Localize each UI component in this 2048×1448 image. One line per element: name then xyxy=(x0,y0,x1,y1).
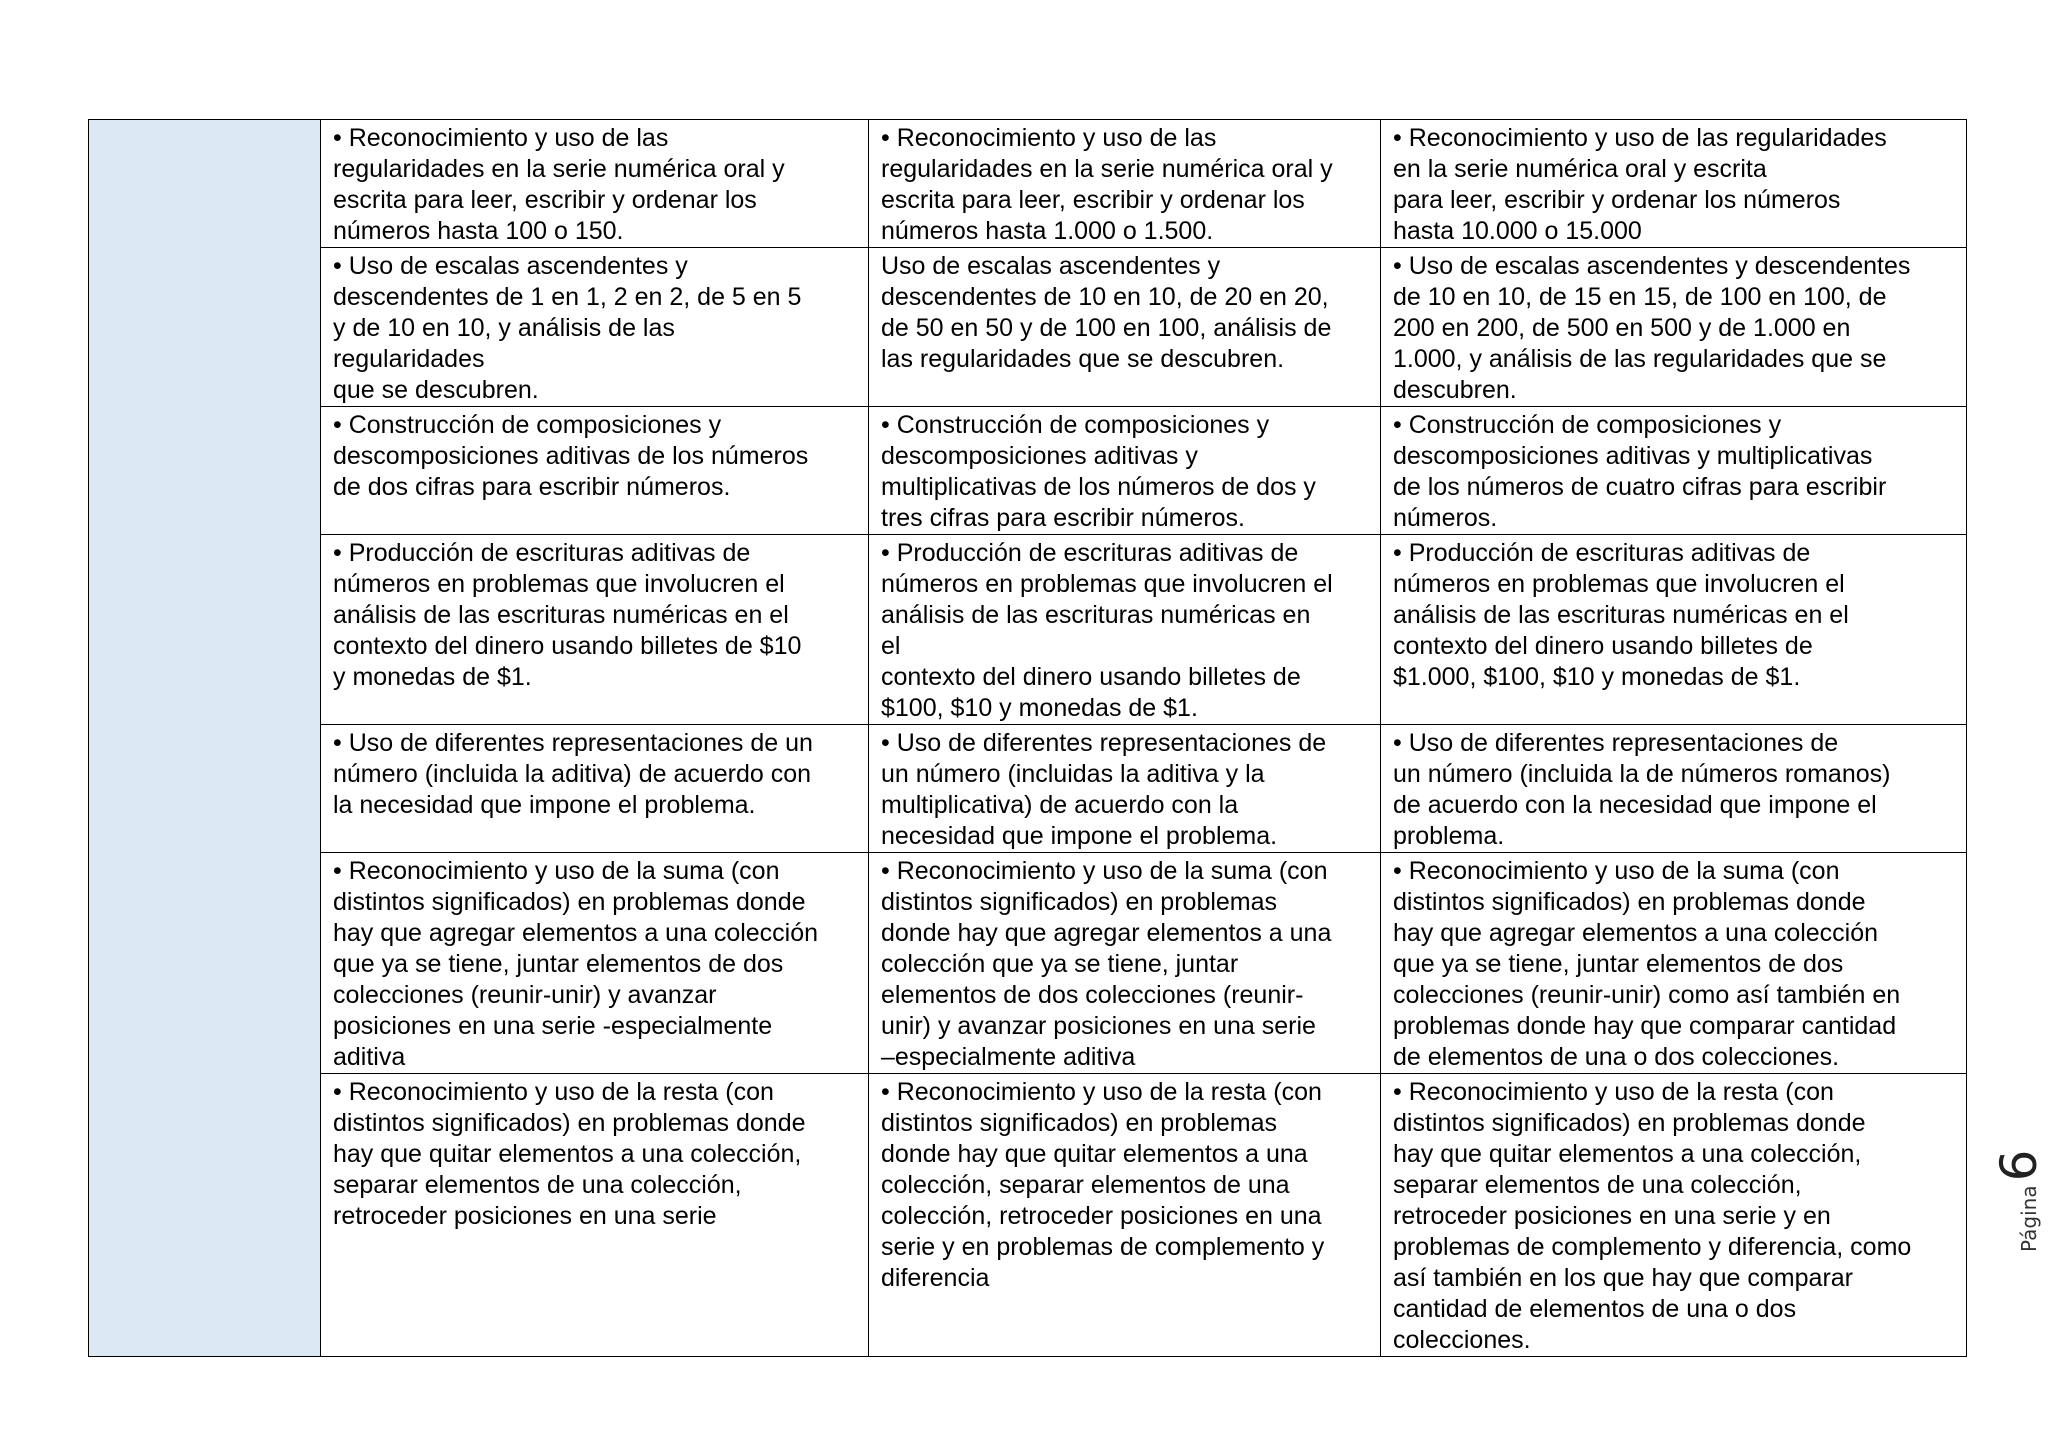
table-cell: • Uso de diferentes representaciones de un número (incluidas la aditiva y la multiplicativa) de acuerdo con la necesidad que impone el problema. xyxy=(869,725,1381,853)
side-header-cell xyxy=(89,120,321,1357)
table-cell: • Reconocimiento y uso de la suma (con distintos significados) en problemas donde hay que agregar elementos a una colección que ya se tiene, juntar elementos de dos colecciones (reunir-unir) y avanzar posiciones en una serie -especialmente aditiva xyxy=(321,853,869,1074)
table-cell: • Producción de escrituras aditivas de números en problemas que involucren el análisis de las escrituras numéricas en el contexto del dinero usando billetes de $1.000, $100, $10 y monedas de $1. xyxy=(1381,535,1967,725)
table-cell: • Reconocimiento y uso de las regularidades en la serie numérica oral y escrita para leer, escribir y ordenar los números hasta 1.000 o 1.500. xyxy=(869,120,1381,248)
table-cell: • Construcción de composiciones y descomposiciones aditivas y multiplicativas de los números de cuatro cifras para escribir números. xyxy=(1381,407,1967,535)
table-cell: • Reconocimiento y uso de la suma (con distintos significados) en problemas donde hay que agregar elementos a una colección que ya se tiene, juntar elementos de dos colecciones (reunir-unir) como así también en problemas donde hay que comparar cantidad de elementos de una o dos colecciones. xyxy=(1381,853,1967,1074)
table-row xyxy=(89,248,1967,407)
table-cell: • Construcción de composiciones y descomposiciones aditivas y multiplicativas de los números de dos y tres cifras para escribir números. xyxy=(869,407,1381,535)
table-cell: • Uso de diferentes representaciones de un número (incluida la aditiva) de acuerdo con la necesidad que impone el problema. xyxy=(321,725,869,853)
table-cell: • Uso de diferentes representaciones de un número (incluida la de números romanos) de acuerdo con la necesidad que impone el problema. xyxy=(1381,725,1967,853)
table-cell: • Uso de escalas ascendentes y descendentes de 10 en 10, de 15 en 15, de 100 en 100, de 200 en 200, de 500 en 500 y de 1.000 en 1.000, y análisis de las regularidades que se descubren. xyxy=(1381,248,1967,407)
table-cell: Uso de escalas ascendentes y descendentes de 10 en 10, de 20 en 20, de 50 en 50 y de 100 en 100, análisis de las regularidades que se descubren. xyxy=(869,248,1381,407)
table-cell: • Reconocimiento y uso de las regularidades en la serie numérica oral y escrita para leer, escribir y ordenar los números hasta 100 o 150. xyxy=(321,120,869,248)
table-cell: • Producción de escrituras aditivas de números en problemas que involucren el análisis de las escrituras numéricas en el contexto del dinero usando billetes de $10 y monedas de $1. xyxy=(321,535,869,725)
table-cell: • Reconocimiento y uso de la resta (con distintos significados) en problemas donde hay que quitar elementos a una colección, separar elementos de una colección, retroceder posiciones en una serie y en problemas de complemento y diferencia xyxy=(869,1074,1381,1357)
table-cell: • Reconocimiento y uso de la resta (con distintos significados) en problemas donde hay que quitar elementos a una colección, separar elementos de una colección, retroceder posiciones en una serie y en problemas de complemento y diferencia, como así también en los que hay que comparar cantidad de elementos de una o dos colecciones. xyxy=(1381,1074,1967,1357)
content-table xyxy=(88,119,1967,1357)
table-cell: • Reconocimiento y uso de la suma (con distintos significados) en problemas donde hay que agregar elementos a una colección que ya se tiene, juntar elementos de dos colecciones (reunir- unir) y avanzar posiciones en una serie –especialmente aditiva xyxy=(869,853,1381,1074)
table-row xyxy=(89,407,1967,535)
table-row xyxy=(89,1074,1967,1357)
table-cell: • Uso de escalas ascendentes y descendentes de 1 en 1, 2 en 2, de 5 en 5 y de 10 en 10, y análisis de las regularidades que se descubren. xyxy=(321,248,869,407)
table-cell: • Producción de escrituras aditivas de números en problemas que involucren el análisis de las escrituras numéricas en el contexto del dinero usando billetes de $100, $10 y monedas de $1. xyxy=(869,535,1381,725)
page-number-footer xyxy=(1990,1150,2048,1252)
table-cell: • Reconocimiento y uso de la resta (con distintos significados) en problemas donde hay que quitar elementos a una colección, separar elementos de una colección, retroceder posiciones en una serie xyxy=(321,1074,869,1357)
table-row xyxy=(89,535,1967,725)
table-cell: • Reconocimiento y uso de las regularidades en la serie numérica oral y escrita para leer, escribir y ordenar los números hasta 10.000 o 15.000 xyxy=(1381,120,1967,248)
table-cell: • Construcción de composiciones y descomposiciones aditivas de los números de dos cifras para escribir números. xyxy=(321,407,869,535)
table-row xyxy=(89,120,1967,248)
table-row xyxy=(89,725,1967,853)
table-row xyxy=(89,853,1967,1074)
page-label: Página xyxy=(2017,1185,2041,1252)
page-number: 6 xyxy=(1990,1149,2048,1182)
